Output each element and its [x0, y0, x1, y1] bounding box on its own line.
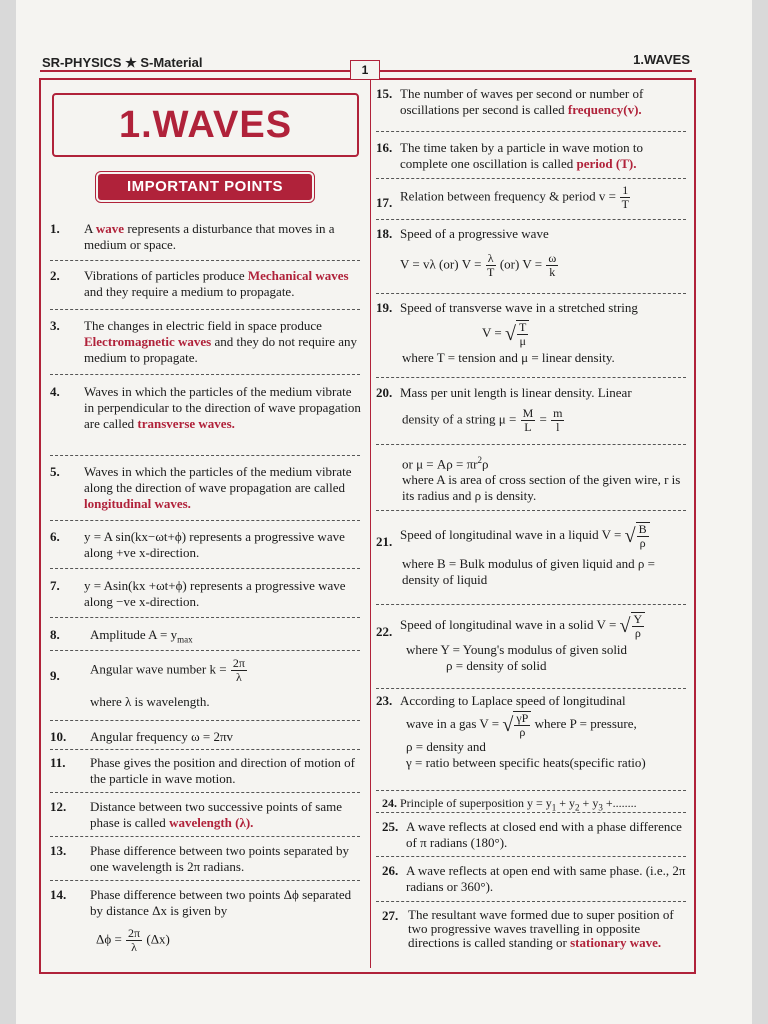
text: density of a string μ = [402, 411, 517, 427]
point-18 [376, 226, 688, 279]
text: (Δx) [146, 931, 170, 947]
text: The resultant wave formed due to super position of two progressive waves travelling in opposite directions is called standing or [408, 907, 674, 950]
denominator: λ [235, 670, 242, 684]
separator [50, 792, 360, 793]
superscript: 2 [477, 455, 482, 465]
separator [50, 374, 360, 375]
point-21 [376, 522, 688, 588]
column-divider [370, 80, 371, 968]
text: According to Laplace speed of longitudinal [400, 693, 626, 708]
separator [376, 856, 686, 857]
numerator: λ [487, 251, 494, 265]
text: Speed of a progressive wave [400, 226, 549, 241]
point-number: 9. [50, 668, 60, 683]
numerator: 2π [128, 926, 141, 940]
text: Δϕ = [96, 931, 122, 947]
separator [50, 836, 360, 837]
point-number: 3. [50, 318, 60, 333]
denominator: k [549, 265, 556, 279]
separator [50, 455, 360, 456]
separator [50, 880, 360, 881]
denominator: ρ [639, 536, 646, 550]
text: Phase difference between two points separated by one wavelength is 2π radians. [90, 843, 349, 874]
point-26 [376, 863, 688, 895]
point-10 [50, 729, 362, 745]
text: y = Asin(kx +ωt+ϕ) represents a progressive wave along −ve x-direction. [84, 578, 346, 609]
text: Waves in which the particles of the medium vibrate along the direction of wave propagation are called [84, 464, 352, 495]
text: V = [482, 324, 502, 340]
separator [50, 260, 360, 261]
numerator: B [638, 522, 647, 536]
separator [376, 444, 686, 445]
header-chapter: 1.WAVES [633, 52, 690, 67]
point-number: 25. [382, 819, 399, 834]
subscript: max [177, 634, 193, 645]
highlight: frequency(v). [567, 102, 642, 117]
separator [50, 520, 360, 521]
highlight: wave [95, 221, 125, 236]
highlight: Mechanical waves [247, 268, 349, 283]
point-20 [376, 385, 688, 434]
numerator: 1 [622, 183, 629, 197]
text: Distance between two successive points of same phase is called [90, 799, 342, 830]
text: where Y = Young's modulus of given solid [406, 642, 628, 657]
text: Phase gives the position and direction of motion of the particle in wave motion. [90, 755, 356, 786]
text: Angular frequency ω = 2πv [90, 729, 234, 744]
text: Amplitude A = y [90, 627, 178, 642]
point-number: 21. [376, 534, 393, 549]
separator [50, 749, 360, 750]
point-number: 20. [376, 385, 393, 400]
subscript: 3 [598, 802, 603, 813]
point-number: 18. [376, 226, 393, 241]
point-14 [50, 887, 362, 954]
text: +........ [602, 796, 637, 810]
point-23 [376, 693, 688, 771]
header-series: SR-PHYSICS ★ S-Material [42, 55, 203, 70]
text: Waves in which the particles of the medium vibrate in perpendicular to the direction of wave propagation are called [84, 384, 361, 431]
point-19 [376, 300, 688, 366]
point-number: 22. [376, 624, 393, 639]
text: Principle of superposition y = y [400, 796, 552, 810]
text: where λ is wavelength. [90, 694, 210, 709]
separator [376, 688, 686, 689]
text: Relation between frequency & period v = [400, 188, 616, 204]
square-root: √ $\frac{\gamma P}{\rho}$ [502, 711, 531, 739]
point-number: 17. [376, 195, 393, 210]
square-root: √ $\frac{Y}{\rho}$ [620, 612, 646, 640]
point-25 [376, 819, 688, 851]
point-16 [376, 140, 688, 172]
point-11 [50, 755, 362, 787]
point-number: 15. [376, 86, 393, 101]
text: ρ = density and [406, 739, 486, 754]
text: Vibrations of particles produce [84, 268, 248, 283]
separator [376, 377, 686, 378]
separator [376, 790, 686, 791]
text: represents a disturbance that moves in a medium or space. [84, 221, 335, 252]
denominator: ρ [634, 626, 641, 640]
text: The changes in electric field in space produce [84, 318, 322, 333]
numerator: T [518, 320, 527, 334]
text: (or) V = [499, 256, 543, 272]
point-number: 6. [50, 529, 60, 544]
fraction [620, 184, 630, 211]
point-number: 14. [50, 887, 67, 902]
text: γ = ratio between specific heats(specific ratio) [406, 755, 646, 770]
highlight: Electromagnetic waves [84, 334, 212, 349]
text: Speed of longitudinal wave in a solid V = [400, 616, 617, 632]
point-number: 13. [50, 843, 67, 858]
text: y = A sin(kx−ωt+ϕ) represents a progressive wave along +ve x-direction. [84, 529, 345, 560]
highlight: longitudinal waves. [84, 496, 191, 511]
numerator: Y [633, 612, 643, 626]
point-number: 7. [50, 578, 60, 593]
denominator: ρ [519, 725, 526, 739]
text: = [539, 411, 547, 427]
fraction [126, 927, 142, 954]
point-number: 10. [50, 729, 67, 744]
text: and they require a medium to propagate. [84, 284, 295, 299]
fraction [231, 657, 247, 684]
point-number: 26. [382, 863, 399, 878]
highlight: transverse waves. [137, 416, 235, 431]
chapter-title-box [52, 93, 359, 157]
point-6 [50, 529, 362, 561]
square-root: √ $\frac{T}{\mu}$ [505, 320, 529, 348]
denominator: T [487, 265, 495, 279]
text: where P = pressure, [534, 715, 637, 731]
badge-label: IMPORTANT POINTS [126, 178, 284, 195]
text: Phase difference between two points Δϕ separated by distance Δx is given by [90, 887, 352, 918]
denominator: L [524, 420, 532, 434]
point-number: 27. [382, 908, 399, 923]
separator [50, 309, 360, 310]
point-13 [50, 843, 362, 875]
text: or μ = Aρ = πr [402, 456, 478, 472]
separator [376, 901, 686, 902]
point-27 [376, 908, 688, 950]
separator [376, 178, 686, 179]
denominator: μ [519, 334, 526, 348]
text: where A is area of cross section of the given wire, r is its radius and ρ is density. [402, 472, 681, 504]
separator [376, 510, 686, 511]
text: wave in a gas V = [406, 715, 500, 731]
point-number: 5. [50, 464, 60, 479]
separator [376, 131, 686, 132]
point-number: 24. [382, 796, 397, 810]
denominator: l [556, 420, 560, 434]
point-7 [50, 578, 362, 610]
highlight: stationary wave. [570, 935, 662, 950]
point-number: 2. [50, 268, 60, 283]
text: A [84, 221, 96, 236]
text: where T = tension and μ = linear density. [402, 350, 615, 365]
fraction [521, 407, 536, 434]
text: Mass per unit length is linear density. Linear [400, 385, 632, 400]
separator [376, 812, 686, 813]
separator [50, 617, 360, 618]
subscript: 2 [575, 802, 580, 813]
numerator: 2π [232, 656, 245, 670]
separator [50, 720, 360, 721]
text: A wave reflects at open end with same phase. (i.e., 2π radians or 360°). [406, 863, 686, 894]
point-22 [376, 612, 688, 674]
point-15 [376, 86, 688, 118]
important-points-badge [98, 174, 312, 200]
numerator: ω [548, 251, 557, 265]
text: Angular wave number k = [90, 661, 227, 677]
highlight: period (T). [576, 156, 637, 171]
text: ρ [481, 456, 489, 472]
point-number: 16. [376, 140, 393, 155]
text: where B = Bulk modulus of given liquid and ρ = density of liquid [402, 556, 655, 587]
point-17 [376, 184, 688, 211]
text: + y [579, 796, 599, 810]
separator [376, 604, 686, 605]
fraction [486, 252, 496, 279]
point-9 [50, 657, 362, 710]
point-1 [50, 221, 362, 253]
text: Speed of transverse wave in a stretched string [400, 300, 638, 315]
text: The time taken by a particle in wave motion to complete one oscillation is called [400, 140, 643, 171]
separator [50, 568, 360, 569]
denominator: T [621, 197, 629, 211]
numerator: m [553, 406, 563, 420]
square-root: √ $\frac{B}{\rho}$ [625, 522, 650, 550]
text: A wave reflects at closed end with a phase difference of π radians (180°). [406, 819, 682, 850]
point-number: 8. [50, 627, 60, 642]
page-number: 1 [350, 60, 380, 80]
text: ρ = density of solid [446, 658, 547, 673]
point-3 [50, 318, 362, 366]
point-5 [50, 464, 362, 512]
highlight: wavelength (λ). [169, 815, 254, 830]
fraction [546, 252, 558, 279]
point-2 [50, 268, 362, 300]
text: The number of waves per second or number of oscillations per second is called [400, 86, 644, 117]
point-number: 19. [376, 300, 393, 315]
numerator: γP [516, 711, 529, 725]
separator [50, 650, 360, 651]
text: Speed of longitudinal wave in a liquid V = [400, 526, 622, 542]
point-8 [50, 627, 362, 648]
chapter-title: 1.WAVES [118, 104, 293, 146]
text: V = vλ (or) V = [400, 256, 482, 272]
subscript: 1 [551, 802, 557, 813]
point-20-continued [376, 452, 688, 504]
numerator: M [522, 406, 534, 420]
point-12 [50, 799, 362, 831]
text: + y [556, 796, 576, 810]
point-number: 23. [376, 693, 393, 708]
point-number: 11. [50, 755, 66, 770]
point-number: 12. [50, 799, 67, 814]
separator [376, 219, 686, 220]
fraction [551, 407, 564, 434]
point-number: 4. [50, 384, 60, 399]
point-number: 1. [50, 221, 60, 236]
point-4 [50, 384, 362, 432]
separator [376, 293, 686, 294]
text: and they do not require any medium to propagate. [84, 334, 358, 365]
denominator: λ [131, 940, 137, 954]
